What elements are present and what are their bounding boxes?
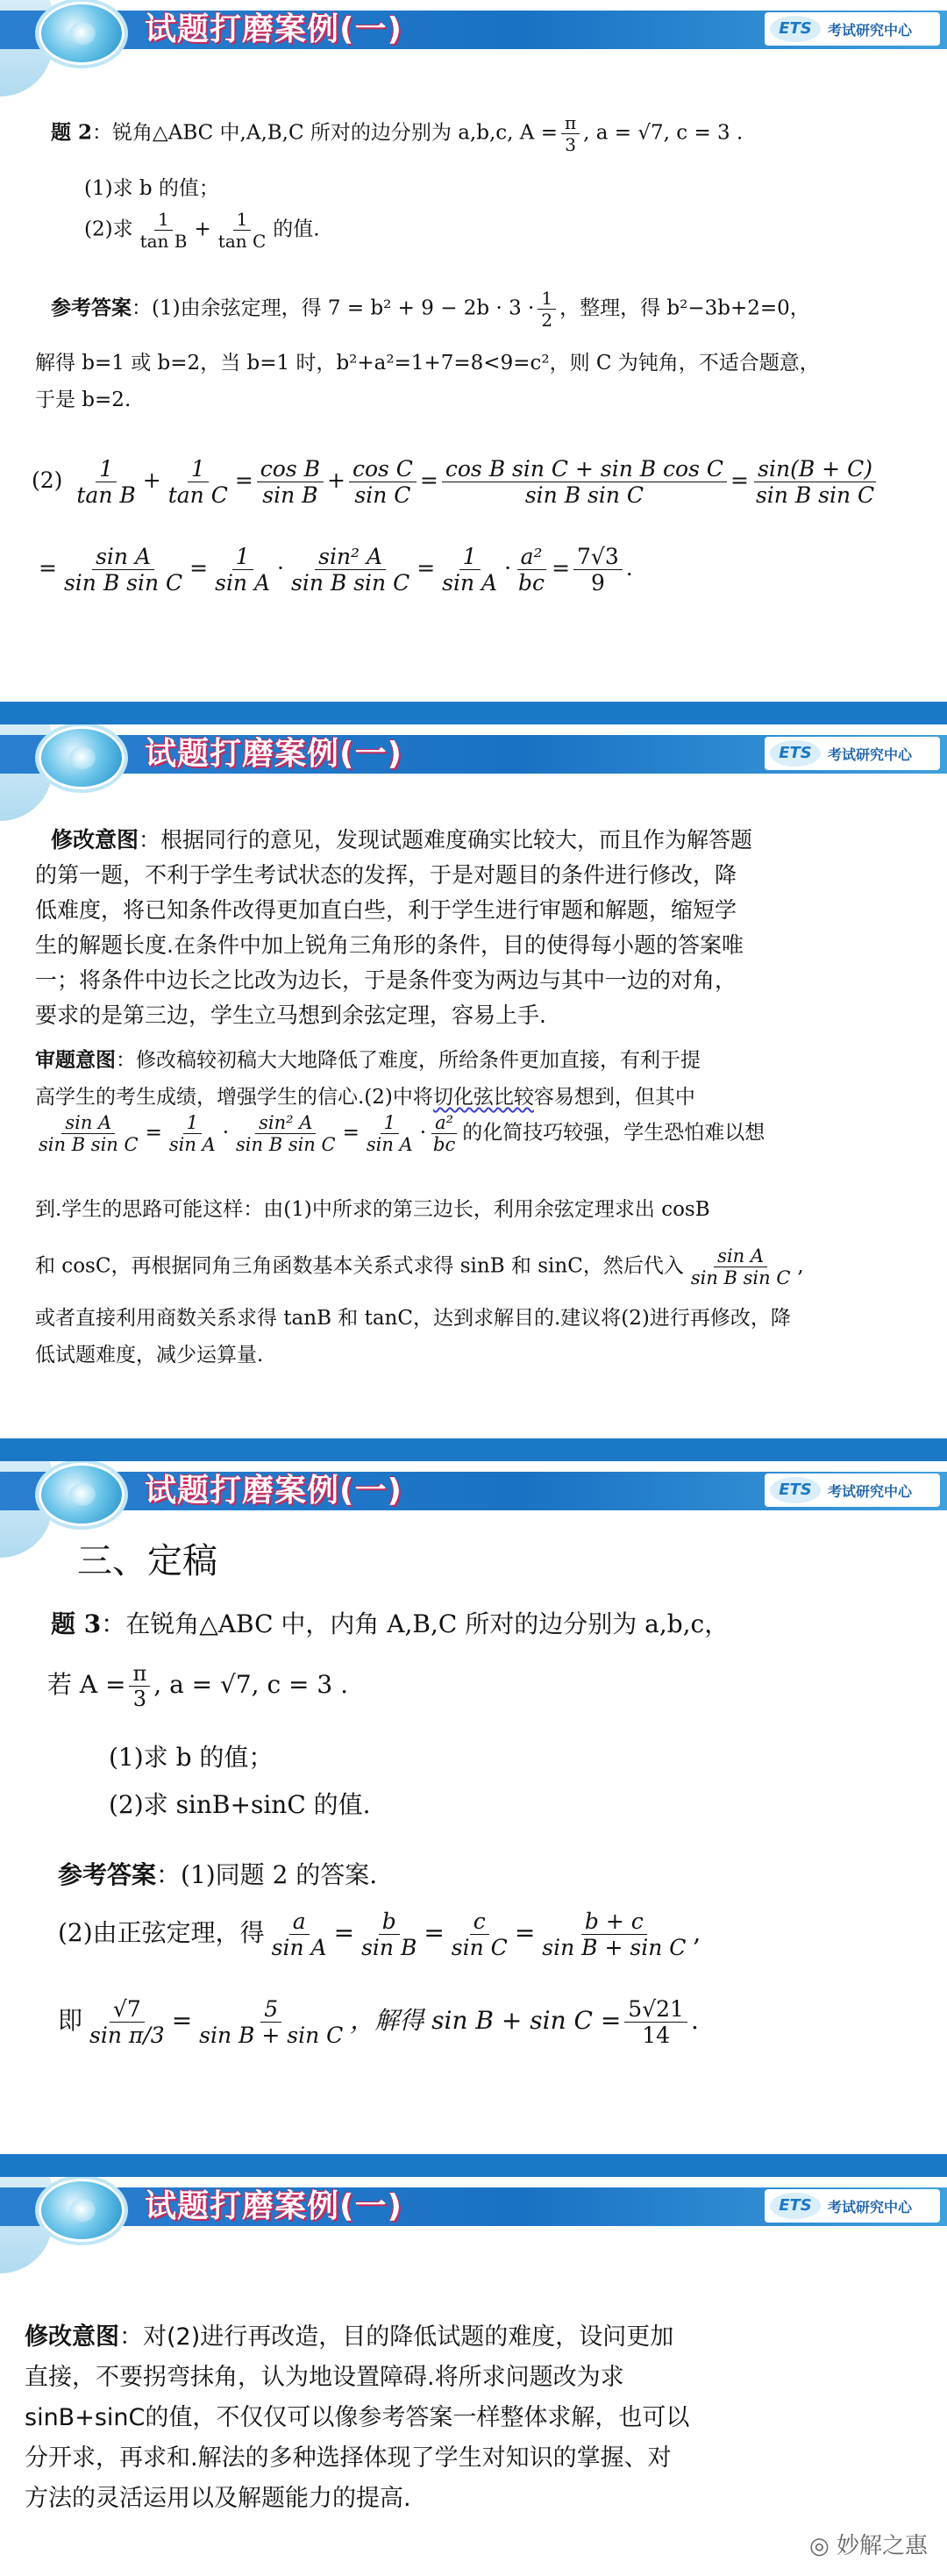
final-intent-line-3: sinB+sinC的值，不仅仅可以像参考答案一样整体求解，也可以 xyxy=(25,2404,690,2431)
final-intent-line-5: 方法的灵活运用以及解题能力的提高. xyxy=(25,2485,411,2512)
review-line-3: $\frac{\text{sin A}}{\text{sin B sin C}}$ = $\frac{1}{\text{sin A}}$ · $\frac{\text{sin² A}}{\text{sin B sin C}}$ = $\frac{1}{\text{sin A}}$ · $\frac{\text{a²}}{bc}$ 的化简技巧较强，学生恐怕难以想 xyxy=(39,1112,765,1155)
ets-logo-text: 考试研究中心 xyxy=(828,746,913,763)
ets-logo xyxy=(765,1474,940,1507)
slide-separator xyxy=(0,2154,947,2177)
section-heading: 三、定稿 xyxy=(77,1541,217,1581)
answer-3-line-3: 即 $\frac{√7}{\text{sin π/3}}$ = $\frac{5}{\text{sin B + sin C}}$ ，解得 sin B + sin C = $\frac{5√21}{14}$ . xyxy=(58,1996,699,2048)
ets-logo-mark: ETS xyxy=(770,16,821,42)
banner-title: 试题打磨案例(一) xyxy=(145,736,402,772)
question-3-line-2: 若 A = $\frac{\pi}{3}$ , a = √7, c = 3 . xyxy=(47,1661,349,1711)
slide-separator xyxy=(0,702,947,724)
intent-label: 修改意图 xyxy=(51,827,139,853)
answer-label: 参考答案 xyxy=(58,1860,157,1889)
intent-label: 修改意图 xyxy=(25,2323,119,2351)
ets-logo-text: 考试研究中心 xyxy=(828,2199,913,2216)
slide-banner xyxy=(0,724,947,786)
equation-line-1: (2) $\frac{1}{\text{tan B}}$ + $\frac{1}{\text{tan C}}$ = $\frac{\text{cos B}}{\text{sin B}}$ + $\frac{\text{cos C}}{\text{sin C}}$ = $\frac{\text{cos B sin C + sin B cos C}}{\text{sin B sin C}}$ = $\frac{\sin(B + C)}{\text{sin B sin C}}$ xyxy=(32,456,875,508)
slide-banner xyxy=(0,2177,947,2238)
slide-3 xyxy=(0,1461,947,2154)
answer-line-3: 于是 b=2. xyxy=(35,389,132,411)
review-line-1: 审题意图：修改稿较初稿大大地降低了难度，所给条件更加直接，有利于提 xyxy=(35,1048,701,1072)
slide-2 xyxy=(0,724,947,1438)
question-3-part-2: (2)求 sinB+sinC 的值. xyxy=(109,1790,371,1819)
banner-title: 试题打磨案例(一) xyxy=(145,11,402,47)
globe-icon xyxy=(39,726,125,789)
review-label: 审题意图 xyxy=(35,1048,116,1072)
review-line-6: 或者直接利用商数关系求得 tanB 和 tanC，达到求解目的.建议将(2)进行再修改，降 xyxy=(35,1307,791,1330)
banner-title: 试题打磨案例(一) xyxy=(145,2188,402,2224)
banner-title: 试题打磨案例(一) xyxy=(145,1473,402,1509)
question-2-stem: 题 2：锐角△ABC 中,A,B,C 所对的边分别为 a,b,c, A = $\frac{\pi}{3}$ , a = √7, c = 3 . xyxy=(51,112,744,155)
ets-logo-text: 考试研究中心 xyxy=(828,22,913,39)
answer-line-2: 解得 b=1 或 b=2，当 b=1 时，b²+a²=1+7=8<9=c²，则 C 为钝角，不适合题意， xyxy=(35,352,820,375)
ets-logo-text: 考试研究中心 xyxy=(828,1483,913,1500)
answer-label: 参考答案 xyxy=(51,296,132,320)
ets-logo-mark: ETS xyxy=(770,2193,821,2219)
answer-3-line-1: 参考答案：(1)同题 2 的答案. xyxy=(58,1860,378,1889)
answer-line-1: 参考答案：(1)由余弦定理，得 7 = b² + 9 − 2b · 3 · $\frac{1}{2}$ ，整理，得 b²−3b+2=0， xyxy=(51,288,810,331)
slide-banner xyxy=(0,1461,947,1523)
intent-line-5: 一；将条件中边长之比改为边长，于是条件变为两边与其中一边的对角， xyxy=(35,967,737,993)
slide-banner xyxy=(0,0,947,61)
intent-line-1: 修改意图：根据同行的意见，发现试题难度确实比较大，而且作为解答题 xyxy=(51,827,753,853)
intent-line-6: 要求的是第三边，学生立马想到余弦定理，容易上手. xyxy=(35,1003,546,1028)
globe-icon xyxy=(39,2,125,65)
intent-line-4: 生的解题长度.在条件中加上锐角三角形的条件，目的使得每小题的答案唯 xyxy=(35,932,744,958)
ets-logo xyxy=(765,737,940,770)
slide-1 xyxy=(0,0,947,702)
final-intent-line-1: 修改意图：对(2)进行再改造，目的降低试题的难度，设问更加 xyxy=(25,2323,674,2351)
review-line-7: 低试题难度，减少运算量. xyxy=(35,1344,264,1366)
question-label: 题 2 xyxy=(51,120,93,145)
question-3-line-1: 题 3：在锐角△ABC 中，内角 A,B,C 所对的边分别为 a,b,c， xyxy=(51,1609,730,1638)
intent-line-2: 的第一题，不利于学生考试状态的发挥，于是对题目的条件进行修改，降 xyxy=(35,862,737,888)
question-label: 题 3 xyxy=(51,1609,102,1638)
slide-separator xyxy=(0,1438,947,1461)
intent-line-3: 低难度，将已知条件改得更加直白些，利于学生进行审题和解题，缩短学 xyxy=(35,897,737,923)
ets-logo-mark: ETS xyxy=(770,740,821,767)
slide-4 xyxy=(0,2177,947,2576)
review-line-2: 高学生的考生成绩，增强学生的信心.(2)中将切化弦比较容易想到，但其中 xyxy=(35,1086,695,1109)
globe-icon xyxy=(39,2179,125,2242)
answer-3-line-2: (2)由正弦定理，得 $\frac{a}{\text{sin A}}$ = $\frac{b}{\text{sin B}}$ = $\frac{c}{\text{sin C}}$ = $\frac{b + c}{\text{sin B + sin C}}$ , xyxy=(58,1909,701,1960)
question-part-2: (2)求 $\frac{1}{\text{tan B}}$ + $\frac{1}{\text{tan C}}$ 的值. xyxy=(84,209,320,252)
equation-line-2: = $\frac{\text{sin A}}{\text{sin B sin C}}$ = $\frac{1}{\text{sin A}}$ · $\frac{\text{sin² A}}{\text{sin B sin C}}$ = $\frac{1}{\text{sin A}}$ · $\frac{\text{a²}}{bc}$ = $\frac{7√3}{9}$ . xyxy=(39,544,633,596)
account-watermark: ◎ 妙解之惠 xyxy=(809,2533,928,2559)
final-intent-line-4: 分开求，再求和.解法的多种选择体现了学生对知识的掌握、对 xyxy=(25,2444,672,2472)
question-part-1: (1)求 b 的值； xyxy=(84,177,219,200)
ets-logo xyxy=(765,2189,940,2223)
globe-icon xyxy=(39,1463,125,1526)
final-intent-line-2: 直接，不要拐弯抹角，认为地设置障碍.将所求问题改为求 xyxy=(25,2364,624,2391)
ets-logo xyxy=(765,12,940,46)
review-line-4: 到.学生的思路可能这样：由(1)中所求的第三边长，利用余弦定理求出 cosB xyxy=(35,1198,710,1221)
ets-logo-mark: ETS xyxy=(770,1477,821,1503)
wavy-underlined-phrase: 切化弦比较 xyxy=(432,1086,534,1109)
review-line-5: 和 cosC，再根据同角三角函数基本关系式求得 sinB 和 sinC，然后代入 $\frac{\text{sin A}}{\text{sin B sin C}}$ , xyxy=(35,1245,804,1288)
question-3-part-1: (1)求 b 的值； xyxy=(109,1743,274,1772)
